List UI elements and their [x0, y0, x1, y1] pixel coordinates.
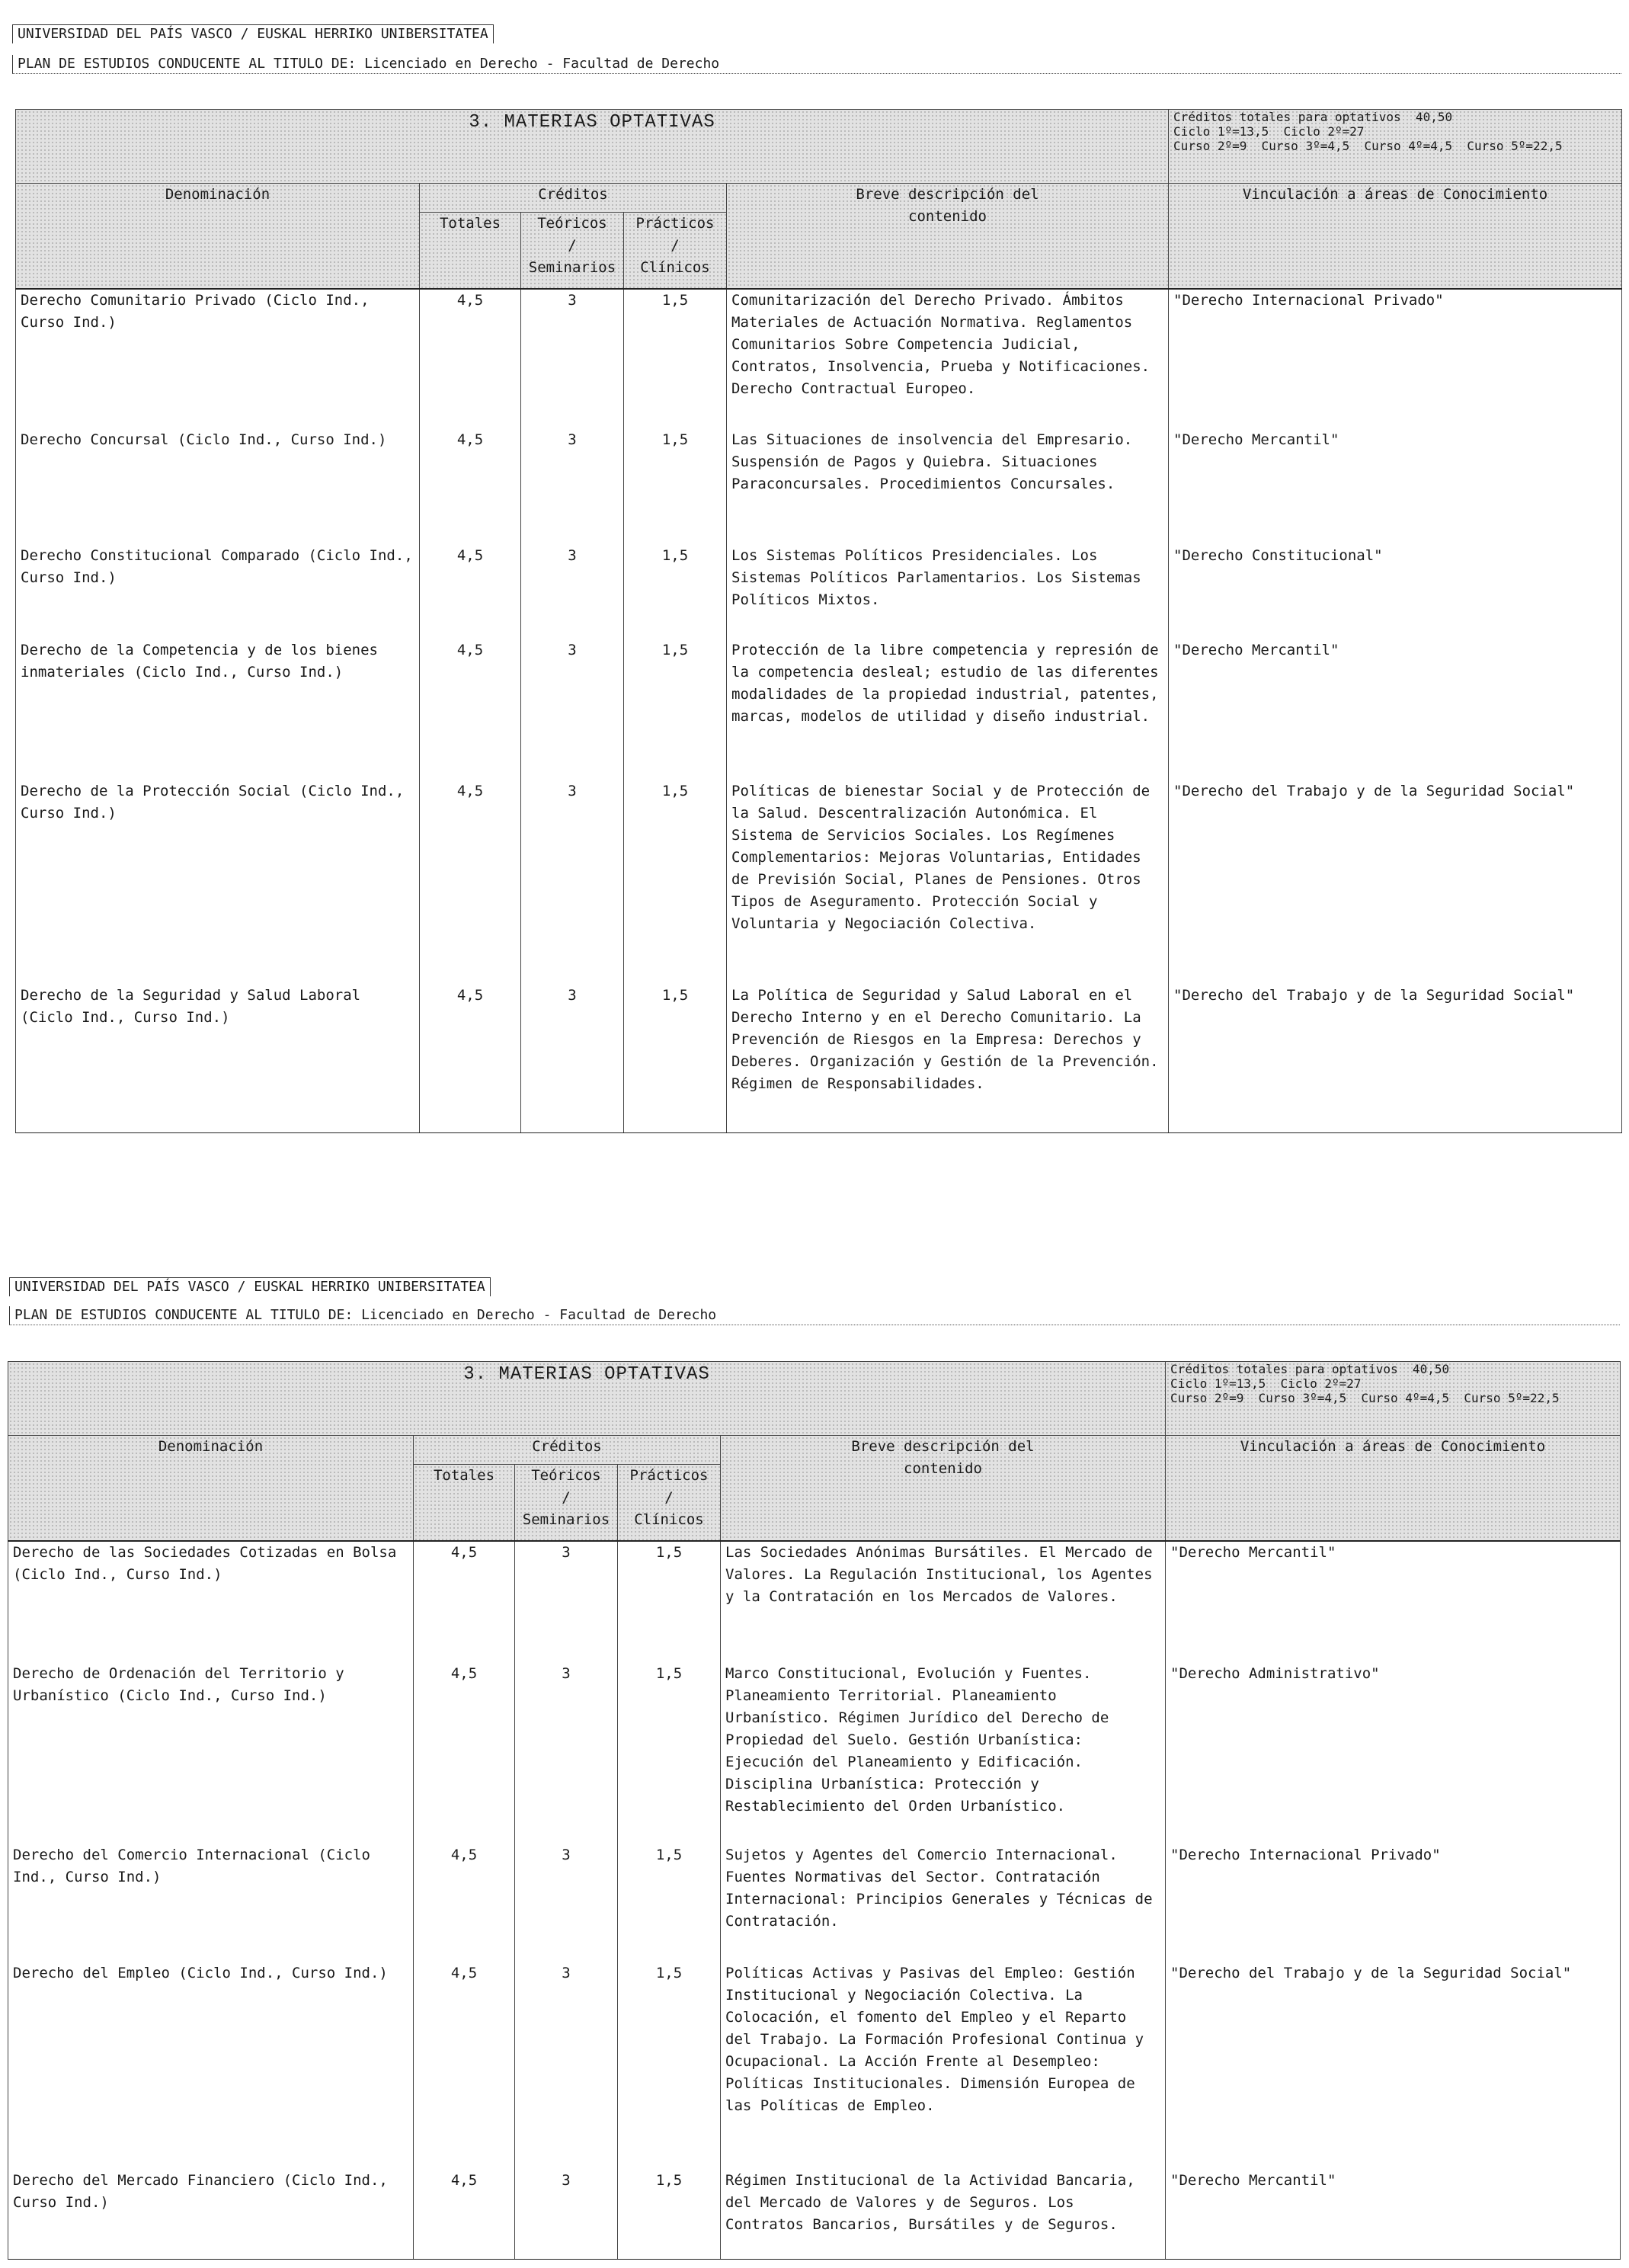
- course-description: Políticas Activas y Pasivas del Empleo: Gestión Institucional y Negociación Colectiva. La Colocación, el fomento del Empleo y el Reparto del Trabajo. La Formación Profesional Continua y Ocupacional. La Acción Frente al Desempleo: Políticas Institucionales. Dimensión Europea de las Políticas de Empleo.: [721, 1962, 1166, 2170]
- table-title: 3. MATERIAS OPTATIVAS: [8, 1362, 1166, 1436]
- knowledge-area: "Derecho Internacional Privado": [1169, 289, 1622, 429]
- credits-totales: 4,5: [420, 429, 521, 545]
- col-header-totales: Totales: [414, 1465, 515, 1541]
- knowledge-area: "Derecho Constitucional": [1169, 545, 1622, 639]
- credits-practicos: 1,5: [618, 1844, 721, 1962]
- course-description: Las Situaciones de insolvencia del Empresario. Suspensión de Pagos y Quiebra. Situaciones Paraconcursales. Procedimientos Concursales.: [727, 429, 1169, 545]
- plan-header: PLAN DE ESTUDIOS CONDUCENTE AL TITULO DE: Licenciado en Derecho - Facultad de Derecho: [9, 1306, 721, 1325]
- credits-teoricos: 3: [515, 2170, 618, 2260]
- credits-practicos: 1,5: [624, 545, 727, 639]
- col-header-creditos: Créditos: [420, 184, 727, 213]
- credits-practicos: 1,5: [624, 429, 727, 545]
- table-row: [16, 429, 1622, 545]
- table-row: [8, 1541, 1621, 1663]
- university-header: UNIVERSIDAD DEL PAÍS VASCO / EUSKAL HERRIKO UNIBERSITATEA: [9, 1277, 491, 1296]
- col-header-vinculacion: Vinculación a áreas de Conocimiento: [1169, 184, 1622, 289]
- knowledge-area: "Derecho del Trabajo y de la Seguridad Social": [1166, 1962, 1621, 2170]
- credits-teoricos: 3: [515, 1962, 618, 2170]
- credits-practicos: 1,5: [618, 1663, 721, 1844]
- course-name: Derecho Comunitario Privado (Ciclo Ind., Curso Ind.): [16, 289, 420, 429]
- course-name: Derecho de Ordenación del Territorio y Urbanístico (Ciclo Ind., Curso Ind.): [8, 1663, 414, 1844]
- col-header-teoricos: Teóricos / Seminarios: [515, 1465, 618, 1541]
- course-name: Derecho de la Seguridad y Salud Laboral (Ciclo Ind., Curso Ind.): [16, 985, 420, 1133]
- col-header-teoricos: Teóricos / Seminarios: [521, 213, 624, 289]
- knowledge-area: "Derecho Administrativo": [1166, 1663, 1621, 1844]
- credits-totales: 4,5: [420, 780, 521, 985]
- credits-summary: Créditos totales para optativos 40,50 Ciclo 1º=13,5 Ciclo 2º=27 Curso 2º=9 Curso 3º=4,5 Curso 4º=4,5 Curso 5º=22,5: [1169, 110, 1622, 184]
- credits-practicos: 1,5: [618, 1962, 721, 2170]
- credits-totales: 4,5: [414, 1962, 515, 2170]
- credits-totales: 4,5: [420, 985, 521, 1133]
- credits-teoricos: 3: [521, 289, 624, 429]
- credits-totales: 4,5: [414, 1541, 515, 1663]
- col-header-descripcion: Breve descripción del contenido: [721, 1436, 1166, 1541]
- knowledge-area: "Derecho Internacional Privado": [1166, 1844, 1621, 1962]
- col-header-creditos: Créditos: [414, 1436, 721, 1465]
- course-description: Sujetos y Agentes del Comercio Internacional. Fuentes Normativas del Sector. Contratación Internacional: Principios Generales y Técnicas de Contratación.: [721, 1844, 1166, 1962]
- course-name: Derecho de la Protección Social (Ciclo Ind., Curso Ind.): [16, 780, 420, 985]
- col-header-vinculacion: Vinculación a áreas de Conocimiento: [1166, 1436, 1621, 1541]
- table-row: [16, 289, 1622, 429]
- course-description: Régimen Institucional de la Actividad Bancaria, del Mercado de Valores y de Seguros. Los Contratos Bancarios, Bursátiles y de Seguros.: [721, 2170, 1166, 2260]
- col-header-practicos: Prácticos / Clínicos: [618, 1465, 721, 1541]
- course-name: Derecho del Empleo (Ciclo Ind., Curso Ind.): [8, 1962, 414, 2170]
- credits-teoricos: 3: [515, 1663, 618, 1844]
- col-header-descripcion: Breve descripción del contenido: [727, 184, 1169, 289]
- credits-teoricos: 3: [515, 1541, 618, 1663]
- col-header-denominacion: Denominación: [8, 1436, 414, 1541]
- knowledge-area: "Derecho del Trabajo y de la Seguridad Social": [1169, 985, 1622, 1133]
- credits-totales: 4,5: [414, 2170, 515, 2260]
- knowledge-area: "Derecho Mercantil": [1169, 429, 1622, 545]
- course-description: Protección de la libre competencia y represión de la competencia desleal; estudio de las diferentes modalidades de la propiedad industrial, patentes, marcas, modelos de utilidad y diseño industrial.: [727, 639, 1169, 780]
- credits-teoricos: 3: [521, 639, 624, 780]
- course-description: Políticas de bienestar Social y de Protección de la Salud. Descentralización Autonómica. El Sistema de Servicios Sociales. Los Regímenes Complementarios: Mejoras Voluntarias, Entidades de Previsión Social, Planes de Pensiones. Otros Tipos de Aseguramento. Protección Social y Voluntaria y Negociación Colectiva.: [727, 780, 1169, 985]
- course-description: Marco Constitucional, Evolución y Fuentes. Planeamiento Territorial. Planeamiento Urbanístico. Régimen Jurídico del Derecho de Propiedad del Suelo. Gestión Urbanística: Ejecución del Planeamiento y Edificación. Disciplina Urbanística: Protección y Restablecimiento del Orden Urbanístico.: [721, 1663, 1166, 1844]
- credits-practicos: 1,5: [624, 985, 727, 1133]
- course-description: Comunitarización del Derecho Privado. Ámbitos Materiales de Actuación Normativa. Reglamentos Comunitarios Sobre Competencia Judicial, Contratos, Insolvencia, Prueba y Notificaciones. Derecho Contractual Europeo.: [727, 289, 1169, 429]
- course-name: Derecho del Comercio Internacional (Ciclo Ind., Curso Ind.): [8, 1844, 414, 1962]
- credits-totales: 4,5: [420, 545, 521, 639]
- table-row: [16, 985, 1622, 1133]
- course-name: Derecho de la Competencia y de los bienes inmateriales (Ciclo Ind., Curso Ind.): [16, 639, 420, 780]
- plan-header: PLAN DE ESTUDIOS CONDUCENTE AL TITULO DE: Licenciado en Derecho - Facultad de Derecho: [12, 55, 724, 73]
- credits-totales: 4,5: [414, 1844, 515, 1962]
- credits-practicos: 1,5: [618, 1541, 721, 1663]
- course-name: Derecho Constitucional Comparado (Ciclo Ind., Curso Ind.): [16, 545, 420, 639]
- course-name: Derecho de las Sociedades Cotizadas en Bolsa (Ciclo Ind., Curso Ind.): [8, 1541, 414, 1663]
- table-title: 3. MATERIAS OPTATIVAS: [16, 110, 1169, 184]
- table-row: [16, 545, 1622, 639]
- knowledge-area: "Derecho Mercantil": [1166, 2170, 1621, 2260]
- credits-totales: 4,5: [414, 1663, 515, 1844]
- knowledge-area: "Derecho del Trabajo y de la Seguridad Social": [1169, 780, 1622, 985]
- table-row: [16, 639, 1622, 780]
- header-rule: [12, 73, 1621, 74]
- knowledge-area: "Derecho Mercantil": [1169, 639, 1622, 780]
- table-row: [8, 1962, 1621, 2170]
- course-name: Derecho del Mercado Financiero (Ciclo Ind., Curso Ind.): [8, 2170, 414, 2260]
- course-description: La Política de Seguridad y Salud Laboral en el Derecho Interno y en el Derecho Comunitario. La Prevención de Riesgos en la Empresa: Derechos y Deberes. Organización y Gestión de la Prevención. Régimen de Responsabilidades.: [727, 985, 1169, 1133]
- credits-practicos: 1,5: [618, 2170, 721, 2260]
- credits-practicos: 1,5: [624, 289, 727, 429]
- credits-practicos: 1,5: [624, 780, 727, 985]
- table-row: [8, 1663, 1621, 1844]
- table-row: [8, 2170, 1621, 2260]
- credits-summary: Créditos totales para optativos 40,50 Ciclo 1º=13,5 Ciclo 2º=27 Curso 2º=9 Curso 3º=4,5 Curso 4º=4,5 Curso 5º=22,5: [1166, 1362, 1621, 1436]
- knowledge-area: "Derecho Mercantil": [1166, 1541, 1621, 1663]
- col-header-totales: Totales: [420, 213, 521, 289]
- course-name: Derecho Concursal (Ciclo Ind., Curso Ind.): [16, 429, 420, 545]
- credits-teoricos: 3: [515, 1844, 618, 1962]
- credits-teoricos: 3: [521, 985, 624, 1133]
- credits-teoricos: 3: [521, 780, 624, 985]
- credits-totales: 4,5: [420, 289, 521, 429]
- university-header: UNIVERSIDAD DEL PAÍS VASCO / EUSKAL HERRIKO UNIBERSITATEA: [12, 24, 494, 43]
- credits-teoricos: 3: [521, 429, 624, 545]
- credits-totales: 4,5: [420, 639, 521, 780]
- table-row: [16, 780, 1622, 985]
- credits-teoricos: 3: [521, 545, 624, 639]
- col-header-denominacion: Denominación: [16, 184, 420, 289]
- optativas-table: [15, 109, 1622, 1133]
- course-description: Las Sociedades Anónimas Bursátiles. El Mercado de Valores. La Regulación Institucional, los Agentes y la Contratación en los Mercados de Valores.: [721, 1541, 1166, 1663]
- col-header-practicos: Prácticos / Clínicos: [624, 213, 727, 289]
- course-description: Los Sistemas Políticos Presidenciales. Los Sistemas Políticos Parlamentarios. Los Sistemas Políticos Mixtos.: [727, 545, 1169, 639]
- credits-practicos: 1,5: [624, 639, 727, 780]
- table-row: [8, 1844, 1621, 1962]
- optativas-table: [8, 1361, 1621, 2260]
